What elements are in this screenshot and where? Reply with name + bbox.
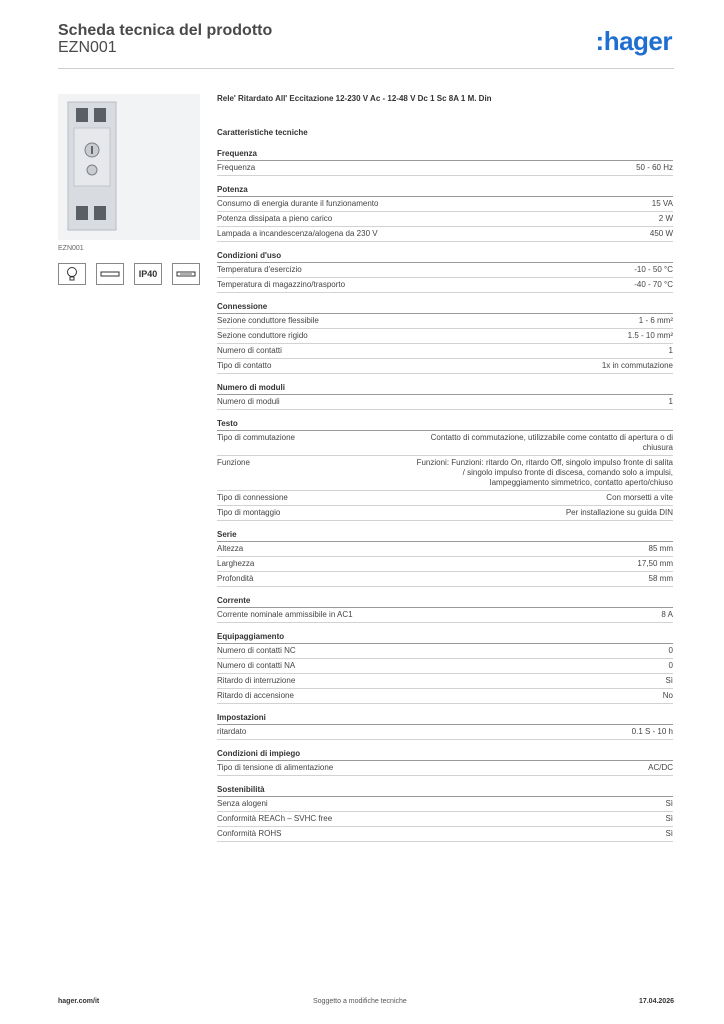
section-title: Serie [217,529,673,542]
spec-label: Consumo di energia durante il funzionamento [217,199,379,208]
spec-label: Lampada a incandescenza/alogena da 230 V [217,229,378,238]
spec-section [217,184,673,242]
spec-row [217,725,673,740]
spec-value: -40 - 70 °C [634,280,673,289]
spec-value: 58 mm [648,574,673,583]
spec-label: Profondità [217,574,254,583]
spec-label: Tipo di connessione [217,493,288,502]
footer-date: 17.04.2026 [638,998,674,1005]
spec-row [217,227,673,242]
section-title: Corrente [217,595,673,608]
spec-row [217,314,673,329]
spec-row [217,161,673,176]
spec-value: 17,50 mm [637,559,673,568]
spec-value: 0.1 S - 10 h [631,727,673,736]
spec-label: Numero di contatti NA [217,661,296,670]
spec-row [217,557,673,572]
page-title: Scheda tecnica del prodotto [58,22,273,39]
spec-value: 15 VA [651,199,673,208]
spec-row [217,644,673,659]
spec-row [217,278,673,293]
footer-note: Soggetto a modifiche tecniche [313,998,407,1005]
feature-icons [58,263,200,287]
spec-value: Sì [665,676,673,685]
spec-section [217,301,673,374]
section-title: Testo [217,418,673,431]
spec-row [217,395,673,410]
spec-row [217,812,673,827]
spec-value: 450 W [649,229,673,238]
spec-row [217,659,673,674]
spec-label: Temperatura di magazzino/trasporto [217,280,346,289]
spec-row [217,344,673,359]
spec-value: Sì [665,814,673,823]
spec-label: Conformità REACh – SVHC free [217,814,333,823]
tech-characteristics-heading: Caratteristiche tecniche [217,128,308,137]
spec-section [217,418,673,521]
spec-value: Contatto di commutazione, utilizzabile come contatto di apertura o di chiusura [430,433,673,452]
ip-rating-badge: IP40 [134,263,162,285]
spec-value: 0 [668,661,673,670]
spec-row [217,506,673,521]
spec-row [217,263,673,278]
spec-label: Numero di contatti [217,346,282,355]
spec-label: Funzione [217,458,250,467]
spec-value: No [662,691,673,700]
product-image [58,94,200,240]
spec-label: Altezza [217,544,244,553]
spec-row [217,689,673,704]
din-rail-icon [96,263,124,285]
page-header [58,20,674,68]
product-code: EZN001 [58,39,117,56]
spec-value: Funzioni: Funzioni: ritardo On, ritardo Off, singolo impulso fronte di salita / singolo impulso fronte di discesa, comando solo a impulsi, lampeggiamento simmetrico, contatto aperto/chiuso [416,458,673,487]
spec-value: Per installazione su guida DIN [565,508,673,517]
spec-value: 50 - 60 Hz [636,163,673,172]
spec-row [217,761,673,776]
spec-row [217,359,673,374]
spec-content [217,92,673,842]
spec-value: Con morsetti a vite [606,493,673,502]
spec-section [217,148,673,176]
spec-sections [217,148,673,842]
spec-value: Sì [665,799,673,808]
spec-value: 0 [668,646,673,655]
spec-label: Potenza dissipata a pieno carico [217,214,333,223]
spec-section [217,748,673,776]
section-title: Condizioni di impiego [217,748,673,761]
mounting-icon [172,263,200,285]
spec-row [217,491,673,506]
spec-value: 1.5 - 10 mm² [627,331,673,340]
spec-label: Numero di moduli [217,397,280,406]
spec-label: Senza alogeni [217,799,268,808]
header-divider [58,68,674,69]
spec-value: 1x in commutazione [601,361,673,370]
spec-row [217,197,673,212]
spec-section [217,250,673,293]
spec-value: 8 A [661,610,673,619]
section-title: Impostazioni [217,712,673,725]
spec-value: Sì [665,829,673,838]
hager-logo[interactable]: :hager [595,26,672,56]
spec-row [217,827,673,842]
spec-label: Temperatura d'esercizio [217,265,302,274]
product-description: Rele' Ritardato All' Eccitazione 12-230 V Ac - 12-48 V Dc 1 Sc 8A 1 M. Din [217,94,492,103]
section-title: Condizioni d'uso [217,250,673,263]
spec-row [217,674,673,689]
spec-row [217,608,673,623]
section-title: Equipaggiamento [217,631,673,644]
spec-section [217,595,673,623]
spec-section [217,784,673,842]
spec-label: Sezione conduttore rigido [217,331,308,340]
spec-label: ritardato [217,727,247,736]
spec-value: 1 - 6 mm² [638,316,673,325]
spec-section [217,529,673,587]
spec-value: 85 mm [648,544,673,553]
spec-label: Numero di contatti NC [217,646,296,655]
section-title: Numero di moduli [217,382,673,395]
spec-section [217,631,673,704]
section-title: Connessione [217,301,673,314]
spec-label: Tipo di montaggio [217,508,281,517]
spec-row [217,542,673,557]
spec-label: Sezione conduttore flessibile [217,316,319,325]
spec-label: Conformità ROHS [217,829,282,838]
spec-row [217,212,673,227]
section-title: Potenza [217,184,673,197]
spec-label: Corrente nominale ammissibile in AC1 [217,610,353,619]
spec-label: Tipo di tensione di alimentazione [217,763,334,772]
image-caption: EZN001 [58,245,84,252]
spec-row [217,329,673,344]
relay-illustration [58,94,200,240]
spec-label: Ritardo di accensione [217,691,294,700]
section-title: Sostenibilità [217,784,673,797]
footer-website[interactable]: hager.com/it [58,998,100,1005]
spec-label: Larghezza [217,559,255,568]
spec-label: Ritardo di interruzione [217,676,296,685]
spec-section [217,382,673,410]
spec-label: Tipo di commutazione [217,433,295,442]
spec-label: Tipo di contatto [217,361,272,370]
spec-value: 1 [668,346,673,355]
spec-label: Frequenza [217,163,256,172]
lamp-icon [58,263,86,285]
spec-row [217,456,673,491]
spec-row [217,572,673,587]
spec-row [217,797,673,812]
section-title: Frequenza [217,148,673,161]
spec-value: AC/DC [648,763,673,772]
spec-value: -10 - 50 °C [634,265,673,274]
spec-row [217,431,673,456]
spec-value: 1 [668,397,673,406]
spec-value: 2 W [658,214,673,223]
spec-section [217,712,673,740]
